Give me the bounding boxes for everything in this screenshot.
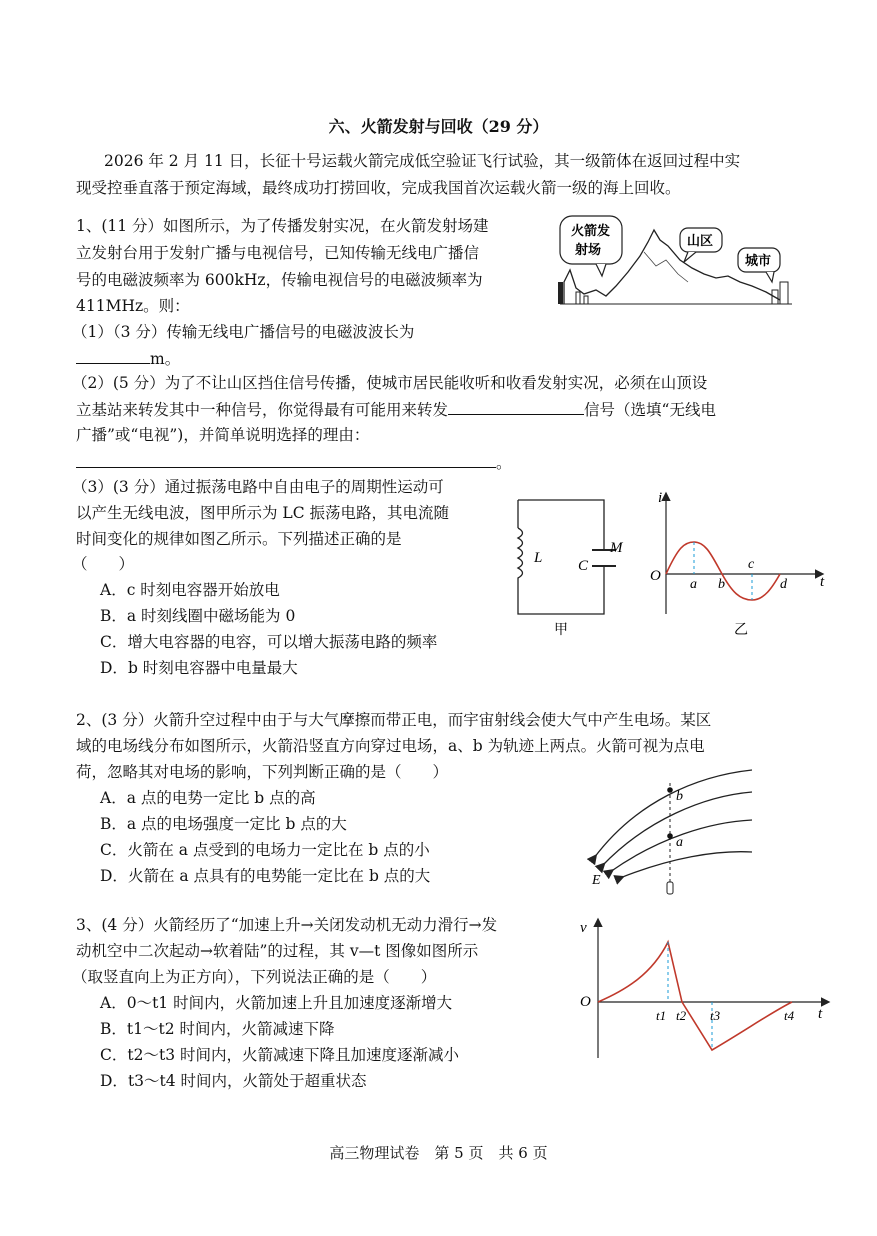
q3-line-3: （取竖直向上为正方向），下列说法正确的是（ ） <box>72 968 437 986</box>
graph-point-a: a <box>690 577 697 592</box>
q1-option-b[interactable] <box>100 605 295 627</box>
inductor-label: L <box>534 550 543 566</box>
option-label: B． <box>100 607 127 625</box>
q2-option-d[interactable] <box>100 865 430 887</box>
q1-sub2-end: 。 <box>496 454 512 472</box>
option-text: c 时刻电容器开始放电 <box>126 581 280 599</box>
option-text: 0～t1 时间内，火箭加速上升且加速度逐渐增大 <box>126 994 453 1012</box>
tick-t3: t3 <box>710 1008 721 1023</box>
q1-sub1-blank[interactable] <box>76 347 150 364</box>
q3-option-b[interactable] <box>100 1018 335 1040</box>
q3-line-1: 3、(4 分）火箭经历了“加速上升→关闭发动机无动力滑行→发 <box>76 916 498 934</box>
tick-t4: t4 <box>784 1008 795 1023</box>
q1-option-c[interactable] <box>100 631 437 653</box>
q2-option-b[interactable] <box>100 813 347 835</box>
inductor-coil-icon <box>518 528 523 582</box>
circuit-wire <box>518 500 604 614</box>
graph-x-label: t <box>820 574 825 590</box>
launch-site-bubble-tail <box>596 264 606 276</box>
city-tower-icon <box>780 282 788 304</box>
tick-t1: t1 <box>656 1008 667 1023</box>
q2-line-1: 2、(3 分）火箭升空过程中由于与大气摩擦而带正电，而宇宙射线会使大气中产生电场。某区 <box>76 711 712 729</box>
field-line-4 <box>620 852 752 878</box>
rocket-icon <box>667 882 673 894</box>
capacitor-label: C <box>578 558 589 574</box>
option-label: C． <box>100 1046 128 1064</box>
q1-sub2-reason <box>76 451 512 474</box>
option-text: t2～t3 时间内，火箭减速下降且加速度逐渐减小 <box>127 1046 459 1064</box>
q2-option-c[interactable] <box>100 839 430 861</box>
option-label: C． <box>100 633 128 651</box>
graph-origin: O <box>650 568 661 584</box>
option-text: 增大电容器的电容，可以增大振荡电路的频率 <box>127 633 438 651</box>
electric-field-figure <box>586 762 756 898</box>
q1-scene-figure <box>556 212 796 312</box>
option-label: A． <box>100 994 127 1012</box>
current-graph-figure <box>644 486 844 642</box>
q3-line-2: 动机空中二次起动→软着陆”的过程，其 v—t 图像如图所示 <box>76 942 479 960</box>
q2-option-a[interactable] <box>100 787 316 809</box>
option-text: a 时刻线圈中磁场能为 0 <box>126 607 296 625</box>
mountain-ridge <box>644 252 688 282</box>
q1-line-4: 411MHz。则： <box>76 297 190 315</box>
field-label: E <box>592 873 601 888</box>
graph-point-c: c <box>748 557 755 572</box>
graph-point-d: d <box>780 577 787 592</box>
q1-line-1: 1、(11 分）如图所示，为了传播发射实况，在火箭发射场建 <box>76 217 489 235</box>
option-text: a 点的电场强度一定比 b 点的大 <box>126 815 347 833</box>
q2-line-2: 域的电场线分布如图所示，火箭沿竖直方向穿过电场，a、b 为轨迹上两点。火箭可视为点电 <box>76 737 705 755</box>
intro-line-2: 现受控垂直落于预定海域，最终成功打捞回收，完成我国首次运载火箭一级的海上回收。 <box>76 179 681 197</box>
option-label: A． <box>100 581 127 599</box>
q1-line-2: 立发射台用于发射广播与电视信号，已知传输无线电广播信 <box>76 244 480 262</box>
option-text: t3～t4 时间内，火箭处于超重状态 <box>127 1072 367 1090</box>
q2-line-3: 荷，忽略其对电场的影响，下列判断正确的是（ ） <box>76 763 449 781</box>
q3-option-d[interactable] <box>100 1070 367 1092</box>
intro-line-1: 2026 年 2 月 11 日，长征十号运载火箭完成低空验证飞行试验，其一级箭体在返回过程中实 <box>104 152 741 170</box>
point-b-label: b <box>676 789 683 804</box>
q1-option-a[interactable] <box>100 579 280 601</box>
q1-sub2-line-3: 广播”或“电视”)，并简单说明选择的理由： <box>76 426 370 444</box>
q1-sub2-text-b: 信号（选填“无线电 <box>584 401 716 419</box>
section-title: 六、火箭发射与回收（29 分） <box>328 117 549 136</box>
q1-sub1-answer <box>76 347 180 370</box>
city-label: 城市 <box>745 253 772 268</box>
point-b-marker <box>667 787 673 793</box>
q1-sub3-line-3: 时间变化的规律如图乙所示。下列描述正确的是 <box>76 530 402 548</box>
q1-sub1-unit: m。 <box>150 350 181 368</box>
mountain-label: 山区 <box>687 233 714 248</box>
option-label: B． <box>100 1020 127 1038</box>
option-text: a 点的电势一定比 b 点的高 <box>126 789 316 807</box>
v-origin: O <box>580 994 591 1010</box>
graph-caption: 乙 <box>734 623 748 638</box>
tick-t2: t2 <box>676 1008 687 1023</box>
q1-sub2-line-2 <box>76 398 716 421</box>
q1-sub2-reason-blank[interactable] <box>76 451 496 468</box>
city-bubble-tail <box>766 272 774 282</box>
option-label: D． <box>100 1072 128 1090</box>
option-text: b 时刻电容器中电量最大 <box>127 659 298 677</box>
q1-sub2-line-1: （2）(5 分）为了不让山区挡住信号传播，使城市居民能收听和收看发射实况，必须在山顶设 <box>72 374 708 392</box>
lc-circuit-figure <box>506 490 626 640</box>
mountain-bubble-tail <box>684 252 696 262</box>
q1-option-d[interactable] <box>100 657 298 679</box>
graph-y-label: i <box>658 490 663 506</box>
q1-line-3: 号的电磁波频率为 600kHz，传输电视信号的电磁波频率为 <box>76 271 483 289</box>
q3-option-a[interactable] <box>100 992 452 1014</box>
point-a-label: a <box>676 835 683 850</box>
launch-tower-icon <box>558 282 563 304</box>
t-axis-label: t <box>818 1006 823 1022</box>
circuit-caption: 甲 <box>554 623 568 638</box>
page-footer: 高三物理试卷 第 5 页 共 6 页 <box>329 1144 548 1162</box>
option-label: B． <box>100 815 127 833</box>
plate-label: M <box>610 540 623 556</box>
q1-sub2-text-a: 立基站来转发其中一种信号，你觉得最有可能用来转发 <box>76 401 449 419</box>
option-label: D． <box>100 659 128 677</box>
q1-sub3-line-2: 以产生无线电波，图甲所示为 LC 振荡电路，其电流随 <box>76 504 450 522</box>
option-text: 火箭在 a 点受到的电场力一定比在 b 点的小 <box>127 841 430 859</box>
option-label: D． <box>100 867 128 885</box>
option-label: C． <box>100 841 128 859</box>
point-a-marker <box>667 833 673 839</box>
q1-sub2-blank[interactable] <box>448 398 584 415</box>
launch-site-label-1: 火箭发 <box>571 223 611 238</box>
q1-sub3-line-4: （ ） <box>72 555 135 573</box>
option-text: 火箭在 a 点具有的电势能一定比在 b 点的大 <box>127 867 431 885</box>
q1-sub1-line: （1）（3 分）传输无线电广播信号的电磁波波长为 <box>72 323 415 341</box>
option-label: A． <box>100 789 127 807</box>
q1-sub3-line-1: （3）(3 分）通过振荡电路中自由电子的周期性运动可 <box>72 478 444 496</box>
launch-site-label-2: 射场 <box>575 242 602 257</box>
graph-point-b: b <box>718 577 725 592</box>
option-text: t1～t2 时间内，火箭减速下降 <box>126 1020 335 1038</box>
velocity-graph-figure <box>576 912 836 1062</box>
v-axis-label: v <box>580 920 587 936</box>
q3-option-c[interactable] <box>100 1044 459 1066</box>
velocity-curve <box>598 942 792 1050</box>
